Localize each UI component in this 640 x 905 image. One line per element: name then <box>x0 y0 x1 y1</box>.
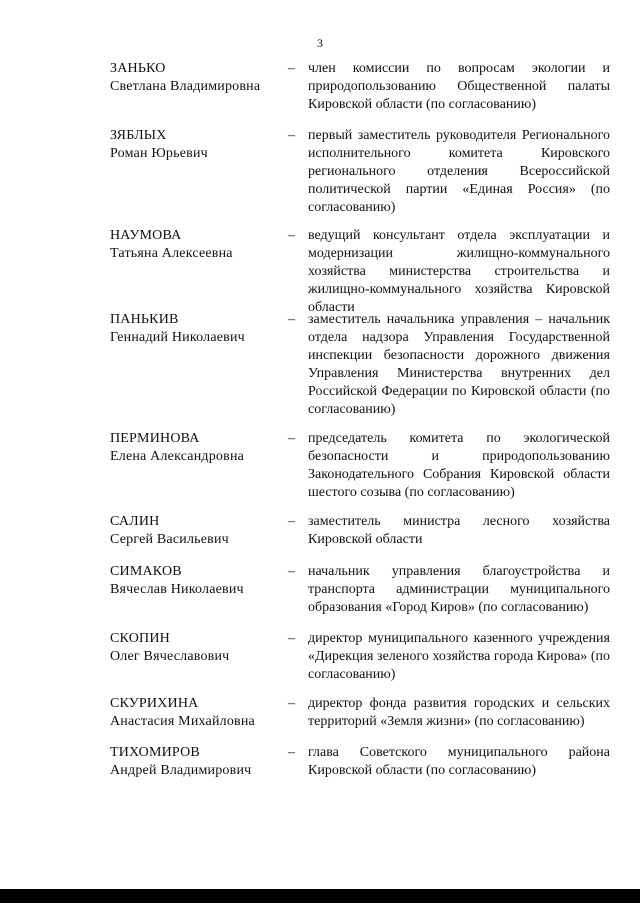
member-surname: СИМАКОВ <box>110 564 182 579</box>
separator-dash: – <box>288 312 295 327</box>
member-given-names: Геннадий Николаевич <box>110 330 245 345</box>
separator-dash: – <box>288 696 295 711</box>
member-given-names: Сергей Васильевич <box>110 532 229 547</box>
member-given-names: Вячеслав Николаевич <box>110 582 244 597</box>
member-name <box>110 311 285 347</box>
member-surname: САЛИН <box>110 514 160 529</box>
separator-dash: – <box>288 514 295 529</box>
member-surname: ЗАНЬКО <box>110 61 166 76</box>
separator-dash: – <box>288 228 295 243</box>
member-role: директор фонда развития городских и сельских территорий «Земля жизни» (по согласованию) <box>308 696 610 729</box>
member-name <box>110 695 285 731</box>
member-name <box>110 513 285 549</box>
member-name <box>110 227 285 263</box>
member-role: член комиссии по вопросам экологии и природопользованию Общественной палаты Кировской области (по согласованию) <box>308 61 610 112</box>
member-name <box>110 744 285 780</box>
member-role: начальник управления благоустройства и транспорта администрации муниципального образования «Город Киров» (по согласованию) <box>308 564 610 615</box>
member-given-names: Роман Юрьевич <box>110 146 208 161</box>
member-role: глава Советского муниципального района Кировской области (по согласованию) <box>308 745 610 778</box>
member-role: ведущий консультант отдела эксплуатации и модернизации жилищно-коммунального хозяйства министерства строительства и жилищно-коммунального хозяйства Кировской области <box>308 228 610 315</box>
member-name <box>110 430 285 466</box>
separator-dash: – <box>288 745 295 760</box>
member-surname: ПЕРМИНОВА <box>110 431 200 446</box>
page-number: 3 <box>317 36 323 50</box>
separator-dash: – <box>288 431 295 446</box>
member-surname: ПАНЬКИВ <box>110 312 179 327</box>
scan-edge-bar <box>0 889 640 903</box>
member-given-names: Андрей Владимирович <box>110 763 252 778</box>
member-role: заместитель начальника управления – начальник отдела надзора Управления Государственной инспекции безопасности дорожного движения Управления Министерства внутренних дел Российской Федерации по Кировской области (по согласованию) <box>308 312 610 417</box>
member-given-names: Татьяна Алексеевна <box>110 246 233 261</box>
separator-dash: – <box>288 631 295 646</box>
separator-dash: – <box>288 61 295 76</box>
member-role: заместитель министра лесного хозяйства Кировской области <box>308 514 610 547</box>
member-name <box>110 127 285 163</box>
member-role: первый заместитель руководителя Регионального исполнительного комитета Кировского регионального отделения Всероссийской политической партии «Единая Россия» (по согласованию) <box>308 128 610 215</box>
member-given-names: Елена Александровна <box>110 449 245 464</box>
separator-dash: – <box>288 564 295 579</box>
member-name <box>110 563 285 599</box>
member-surname: НАУМОВА <box>110 228 182 243</box>
member-surname: ЗЯБЛЫХ <box>110 128 167 143</box>
member-name <box>110 60 285 96</box>
member-surname: ТИХОМИРОВ <box>110 745 200 760</box>
member-surname: СКУРИХИНА <box>110 696 199 711</box>
member-role: директор муниципального казенного учреждения «Дирекция зеленого хозяйства города Кирова» (по согласованию) <box>308 631 610 682</box>
separator-dash: – <box>288 128 295 143</box>
member-given-names: Олег Вячеславович <box>110 649 230 664</box>
member-given-names: Анастасия Михайловна <box>110 714 255 729</box>
member-role: председатель комитета по экологической безопасности и природопользованию Законодательного Собрания Кировской области шестого созыва (по согласованию) <box>308 431 610 500</box>
member-name <box>110 630 285 666</box>
member-given-names: Светлана Владимировна <box>110 79 261 94</box>
member-surname: СКОПИН <box>110 631 170 646</box>
